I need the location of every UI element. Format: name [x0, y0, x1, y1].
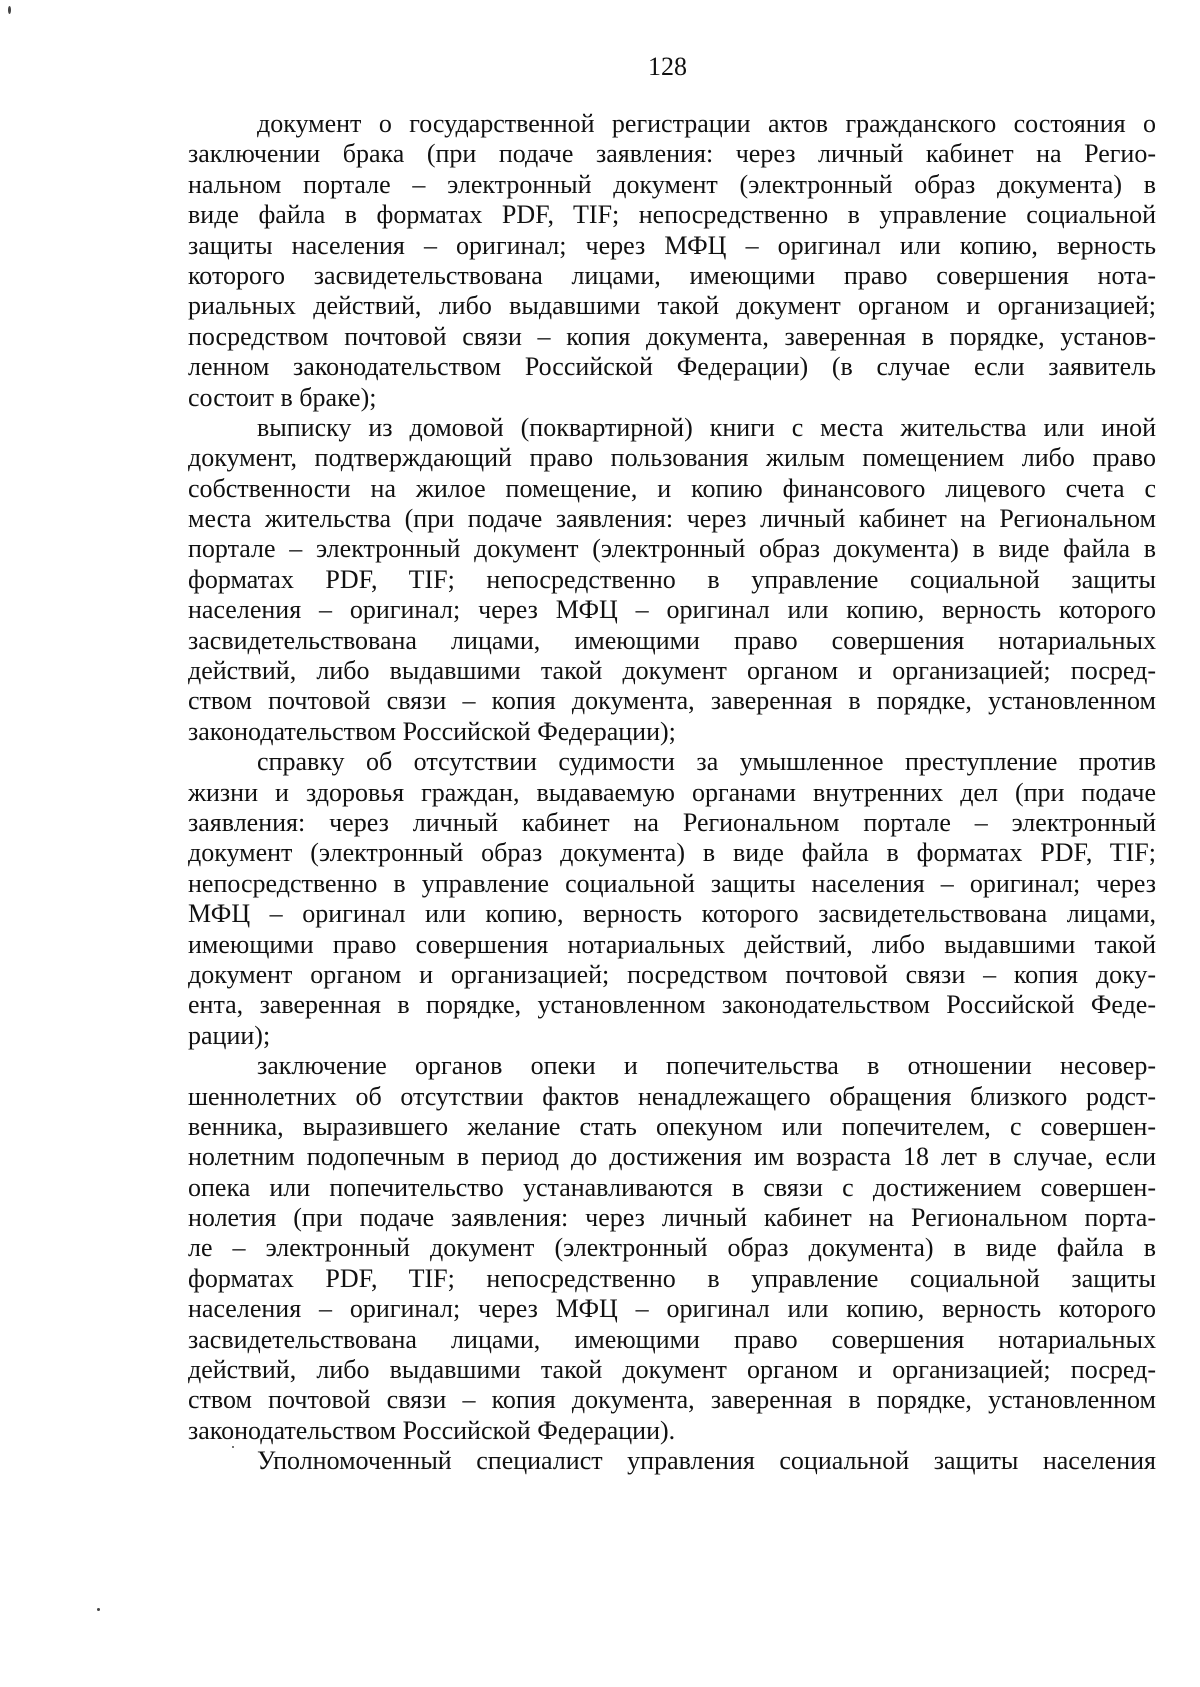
text-line: документ органом и организацией; посредством почтовой связи – копия доку- — [188, 959, 1156, 989]
text-line: Уполномоченный специалист управления социальной защиты населения — [257, 1446, 1156, 1476]
text-line: нолетия (при подаче заявления: через личный кабинет на Региональном порта- — [188, 1203, 1156, 1233]
text-line: риальных действий, либо выдавшими такой документ органом и организацией; — [188, 291, 1156, 321]
text-line: нолетним подопечным в период до достижения им возраста 18 лет в случае, если — [188, 1142, 1156, 1172]
text-line: заключение органов опеки и попечительства в отношении несовер- — [257, 1051, 1156, 1081]
text-line: портале – электронный документ (электронный образ документа) в виде файла в — [188, 534, 1156, 564]
text-line: венника, выразившего желание стать опекуном или попечителем, с совершен- — [188, 1111, 1156, 1141]
text-line: ента, заверенная в порядке, установленном законодательством Российской Феде- — [188, 990, 1156, 1020]
text-line: ленном законодательством Российской Федерации) (в случае если заявитель — [188, 352, 1156, 382]
text-line: законодательством Российской Федерации). — [188, 1415, 676, 1445]
text-line: которого засвидетельствована лицами, имеющими право совершения нота- — [188, 260, 1156, 290]
text-line: непосредственно в управление социальной защиты населения – оригинал; через — [188, 868, 1156, 898]
text-line: форматах PDF, TIF; непосредственно в управление социальной защиты — [188, 1263, 1156, 1293]
text-line: рации); — [188, 1020, 271, 1050]
document-body — [188, 109, 1156, 1477]
text-line: документ, подтверждающий право пользования жилым помещением либо право — [188, 443, 1156, 473]
scan-speck — [97, 1608, 100, 1611]
text-line: документ о государственной регистрации актов гражданского состояния о — [257, 109, 1156, 138]
text-line: ством почтовой связи – копия документа, заверенная в порядке, установленном — [188, 686, 1156, 716]
text-line: состоит в браке); — [188, 382, 377, 412]
text-line: засвидетельствована лицами, имеющими право совершения нотариальных — [188, 1324, 1156, 1354]
text-line: виде файла в форматах PDF, TIF; непосредственно в управление социальной — [188, 200, 1156, 230]
text-line: шеннолетних об отсутствии фактов ненадлежащего обращения близкого родст- — [188, 1081, 1156, 1111]
text-line: заявления: через личный кабинет на Региональном портале – электронный — [188, 807, 1156, 837]
text-line: действий, либо выдавшими такой документ органом и организацией; посред- — [188, 1355, 1156, 1385]
text-line: собственности на жилое помещение, и копию финансового лицевого счета с — [188, 473, 1156, 503]
text-line: засвидетельствована лицами, имеющими право совершения нотариальных — [188, 625, 1156, 655]
scan-speck — [232, 1446, 234, 1448]
text-line: заключении брака (при подаче заявления: через личный кабинет на Регио- — [188, 139, 1156, 169]
text-line: действий, либо выдавшими такой документ органом и организацией; посред- — [188, 656, 1156, 686]
text-line: жизни и здоровья граждан, выдаваемую органами внутренних дел (при подаче — [188, 777, 1156, 807]
text-line: ством почтовой связи – копия документа, заверенная в порядке, установленном — [188, 1385, 1156, 1415]
text-line: нальном портале – электронный документ (электронный образ документа) в — [188, 169, 1156, 199]
text-line: имеющими право совершения нотариальных действий, либо выдавшими такой — [188, 929, 1156, 959]
text-line: МФЦ – оригинал или копию, верность которого засвидетельствована лицами, — [188, 899, 1156, 929]
text-line: документ (электронный образ документа) в виде файла в форматах PDF, TIF; — [188, 838, 1156, 868]
text-line: защиты населения – оригинал; через МФЦ – оригинал или копию, верность — [188, 230, 1156, 260]
text-line: ле – электронный документ (электронный образ документа) в виде файла в — [188, 1233, 1156, 1263]
text-line: места жительства (при подаче заявления: через личный кабинет на Региональном — [188, 504, 1156, 534]
text-line: посредством почтовой связи – копия документа, заверенная в порядке, установ- — [188, 321, 1156, 351]
text-line: населения – оригинал; через МФЦ – оригинал или копию, верность которого — [188, 595, 1156, 625]
text-line: справку об отсутствии судимости за умышленное преступление против — [257, 747, 1156, 777]
scan-speck — [8, 6, 11, 14]
page-number: 128 — [648, 52, 687, 81]
text-line: форматах PDF, TIF; непосредственно в управление социальной защиты — [188, 564, 1156, 594]
text-line: выписку из домовой (поквартирной) книги с места жительства или иной — [257, 412, 1156, 442]
text-line: опека или попечительство устанавливаются в связи с достижением совершен- — [188, 1172, 1156, 1202]
text-line: населения – оригинал; через МФЦ – оригинал или копию, верность которого — [188, 1294, 1156, 1324]
text-line: законодательством Российской Федерации); — [188, 716, 676, 746]
